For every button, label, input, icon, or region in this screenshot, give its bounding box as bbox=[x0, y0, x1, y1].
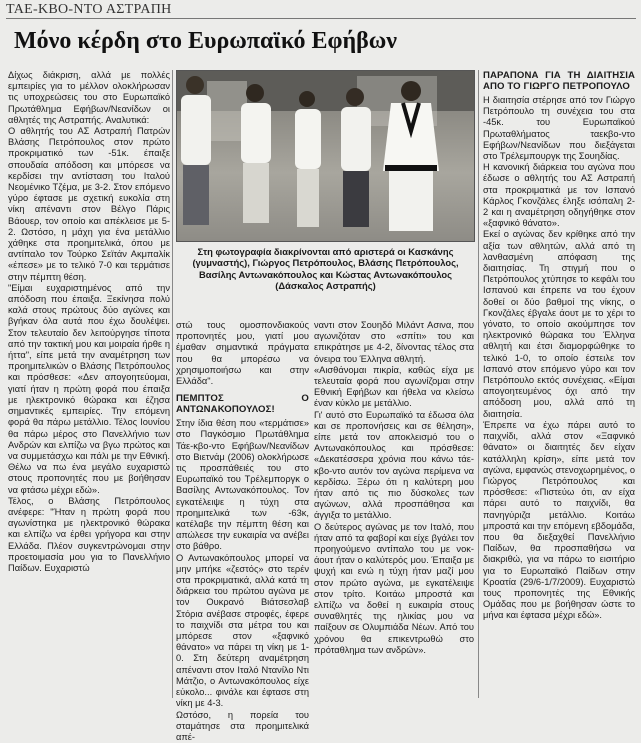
paragraph: Γι' αυτό στο Ευρωπαϊκό τα έδωσα όλα και σε προπονήσεις και σε θέληση», είπε μετά τον αποκλεισμό του ο Αντωνακόπουλος και πρόσθεσε: «Δεκατέσσερα χρόνια που κάνω τάε-κβο-ντο αυτόν τον αγώνα περίμενα να κερδίσω. Ξέρω ότι η καλύτερη μου ήταν από τις πιο δύσκολες των αγώνων, αλλά προσπάθησα και άγγιξα το μετάλλιο. bbox=[314, 410, 474, 522]
paragraph: Δίχως διάκριση, αλλά με πολλές εμπειρίες για το μέλλον ολοκλήρωσαν τις υποχρεώσεις του στο Ευρωπαϊκό Πρωτάθλημα Εφήβων/Νεανίδων οι αθλητές της Αστραπής. Αναλυτικά: bbox=[8, 70, 170, 126]
paragraph: "Είμαι ευχαριστημένος από την απόδοση που έπαιξα. Ξεκίνησα πολύ καλά στους πρώτους δύο αγώνες και βγήκαν όλα αυτά που έχω δουλέψει. Στον τελευταίο δεν λειτούργησε τίποτα από την τακτική μου και μοιραία ήρθε η ήττα", είπε μετά την αναμέτρηση των προημιτελικών ο Βλάσης Πετρόπουλος και πρόσθεσε: «Δεν απογοητεύομαι, γιατί ήταν η πρώτη φορά που έπαιξα με ηλεκτρονικό θώρακα και έζησα σημαντικές εμπειρίες. Την επόμενη φορά θα πάρω μετάλλιο. Τέλος Ιουνίου θα πάρω μέρος στο Πανελλήνιο των Ανδρών και ελπίζω να βγω πρώτος και να συμμετάσχω και πάλι με την Εθνική. Θέλω να πω ένα μεγάλο ευχαριστώ στους προπονητές που με βοήθησαν να φτάσω μέχρι εδώ». bbox=[8, 283, 170, 496]
paragraph: Η κανονική διάρκεια του αγώνα που έδωσε ο αθλητής του ΑΣ Αστραπή στα προκριματικά με τον Ισπανό Κάρλος Γκονζάλες έληξε ισόπαλη 2-2 και η αναμέτρηση οδηγήθηκε στον «ξαφνικό θάνατο». bbox=[483, 162, 635, 229]
article-column-1 bbox=[8, 70, 170, 698]
section-title: ΤΑΕ-ΚΒΟ-ΝΤΟ ΑΣΤΡΑΠΗ bbox=[6, 2, 172, 18]
team-photo-image bbox=[177, 71, 474, 241]
column-divider bbox=[478, 70, 479, 698]
paragraph: Ωστόσο, η πορεία του σταμάτησε στα προημιτελικά απέ- bbox=[176, 710, 309, 743]
subheading: ΠΑΡΑΠΟΝΑ ΓΙΑ ΤΗ ΔΙΑΙΤΗΣΙΑ ΑΠΟ ΤΟ ΓΙΩΡΓΟ ΠΕΤΡΟΠΟΥΛΟ bbox=[483, 70, 635, 92]
photo-block bbox=[176, 70, 475, 314]
paragraph: Ο αθλητής του ΑΣ Αστραπή Πατρών Βλάσης Πετρόπουλος στον πρώτο προκριματικό των -51κ. έπαιξε σπουδαία απόδοση και μπόρεσε να κερδίσει την αντίσταση του Ιταλού Νεομένικο Τζέμα, με 3-2. Στον επόμενο γύρο έφτασε με σχετική ευκολία στη νίκη απέναντι στον Βέλγο Πάρις Βάουερ, τον οποίο και απέκλεισε με 5-2. Ωστόσο, η μάχη για ένα μετάλλιο χάθηκε στα προημιτελικά, όπου με αντίπαλο τον Τούρκο Σεϊτάν Ακμπαλίκ «έπεσε» με το τελικό 7-0 και τερμάτισε στην πέμπτη θέση. bbox=[8, 126, 170, 283]
paragraph: Η διαιτησία στέρησε από τον Γιώργο Πετρόπουλο τη συνέχεια του στα -45κ. του Ευρωπαϊκού Πρωταθλήματος ταεκβο-ντο Εφήβων/Νεανίδων που διεξάγεται στο Τρέλεμπουργκ της Σουηδίας. bbox=[483, 95, 635, 162]
paragraph: στώ τους ομοσπονδιακούς προπονητές μου, γιατί μου έμαθαν σημαντικά πράγματα που θα μπορέσω να χρησιμοποιήσω και στην Ελλάδα". bbox=[176, 320, 309, 387]
paragraph: Τέλος, ο Βλάσης Πετρόπουλος ανέφερε: "Ήταν η πρώτη φορά που αγωνίστηκα με ηλεκτρονικό θώρακα και ελπίζω να έρθει γρήγορα και στην Ελλάδα. Πλέον συγκεντρώνομαι στην προετοιμασία μου για το Πανελλήνιο Παίδων. Ευχαριστώ bbox=[8, 496, 170, 574]
column-divider bbox=[172, 70, 173, 698]
article-column-4 bbox=[483, 70, 635, 698]
headline: Μόνο κέρδη στο Ευρωπαϊκό Εφήβων bbox=[14, 27, 634, 55]
photo-caption: Στη φωτογραφία διακρίνονται από αριστερά οι Κασκάνης (γυμναστής), Γιώργος Πετρόπουλος, Βλάσης Πετρόπουλος, Βασίλης Αντωνακόπουλος και Κώστας Αντωνακόπουλος (Δάσκαλος Αστραπής) bbox=[178, 246, 473, 291]
paragraph: Έπρεπε να έχω πάρει αυτό το παιχνίδι, αλλά στον «Ξαφνικό θάνατο» οι διαιτητές δεν είχαν κατάλληλη κρίση», είπε μετά τον αγώνα, εμφανώς στενοχωρημένος, ο Γιώργος Πετρόπουλος και πρόσθεσε: «Πιστεύω ότι, αν είχα πάρει αυτό το παιχνίδι, θα πανηγύριζα μετάλλιο. Κοιτάω μπροστά και την επόμενη εβδομάδα, που θα διεξαχθεί Πανελλήνιο Παίδων, θα προσπαθήσω να διακριθώ, για να πάρω το εισιτήριο για το Ευρωπαϊκό Παίδων στην Κροατία (29/6-1/7/2009). Ευχαριστώ τους προπονητές της Εθνικής Ομάδας που με βοήθησαν ώστε το μήνα και έφτασα μέχρι εδώ». bbox=[483, 420, 635, 622]
section-header bbox=[6, 2, 636, 19]
subheading: ΠΕΜΠΤΟΣ Ο ΑΝΤΩΝΑΚΟΠΟΥΛΟΣ! bbox=[176, 393, 309, 415]
paragraph: Εκεί ο αγώνας δεν κρίθηκε από την αξία των αθλητών, αλλά από τη λανθασμένη απόφαση της διαιτησίας. Τη στιγμή που ο Πετρόπουλος χτύπησε το κεφάλι του Ισπανού και έπρεπε να του έχουν δοθεί οι δύο βαθμοί της νίκης, ο Γκονζάλες έβγαλε άουτ με το χέρι το γόνατο, το οποίο ακούμπησε τον ηλεκτρονικό θώρακα του Έλληνα αθλητή και έτσι διαμορφώθηκε το τελικό 1-0, το οποίο έστειλε τον Ισπανό στον επόμενο γύρο και τον Πετρόπουλο εκτός συνέχειας. «Είμαι απογοητευμένος όχι από την απόδοση μου, αλλά από τη διαιτησία. bbox=[483, 229, 635, 419]
paragraph: Ο δεύτερος αγώνας με τον Ιταλό, που ήταν από τα φαβορί και είχε βγάλει τον προηγούμενο αντίπαλο του με νοκ-άουτ ήταν ο καλύτερός μου. Έπαιξα με ψυχή και ενώ η τύχη ήταν μαζί μου στον πρώτο αγώνα, με εγκατέλειψε στον τρίτο. Κοιτάω μπροστά και ελπίζω να δοθεί η ευκαιρία στους συναθλητές της ηλικίας μου να παίξουν σε Ολυμπιάδα Νέων. Από του χρόνου θα επικεντρωθώ στο πρόταθλημα των ανδρών». bbox=[314, 522, 474, 656]
paragraph: «Αισθάνομαι πικρία, καθώς είχα με τελευταία φορά που αγωνίζομαι στην Εθνική Εφήβων και ήθελα να κλείσω έναν κύκλο με μετάλλιο. bbox=[314, 365, 474, 410]
article-column-2 bbox=[176, 320, 309, 698]
article-column-3 bbox=[314, 320, 474, 698]
team-photo bbox=[176, 70, 475, 242]
paragraph: Στην ίδια θέση που «τερμάτισε» στο Παγκόσμιο Πρωτάθλημα Τάε-κβο-ντο Εφήβων/Νεανίδων στο Βιετνάμ (2006) ολοκλήρωσε τις προσπάθειές του στο Ευρωπαϊκό του Τρέλεμποργκ ο Βασίλης Αντωνακόπουλος. Τον εγκατέλειψε η τύχη στα προημιτελικά των -63κ, κατέλαβε την πέμπτη θέση και απώλεσε την ευκαιρία να ανέβει στο βάθρο. bbox=[176, 418, 309, 552]
paragraph: ναντι στον Σουηδό Μιλάντ Ασινα, που αγωνιζόταν στο «σπίτι» του και επικράτησε με 4-2, δίνοντας τέλος στα όνειρα του Έλληνα αθλητή. bbox=[314, 320, 474, 365]
paragraph: Ο Αντωνακόπουλος μπορεί να μην μπήκε «ζεστός» στο τερέν στα προκριματικά, αλλά κατά τη διάρκεια του πρώτου αγώνα με τον Ουκρανό Βιάτσεσλαβ Στόρια ανέβασε στροφές, έφερε το παιχνίδι στα μέτρα του και μπόρεσε στον «ξαφνικό θάνατο» να πάρει τη νίκη με 1-0. Στη δεύτερη αναμέτρηση απέναντι στον Ιταλό Ντανίλο Ντι Μάτζιο, ο Αντωνακόπουλος είχε εύκολο... φινάλε και έφτασε στη νίκη με 4-3. bbox=[176, 553, 309, 710]
